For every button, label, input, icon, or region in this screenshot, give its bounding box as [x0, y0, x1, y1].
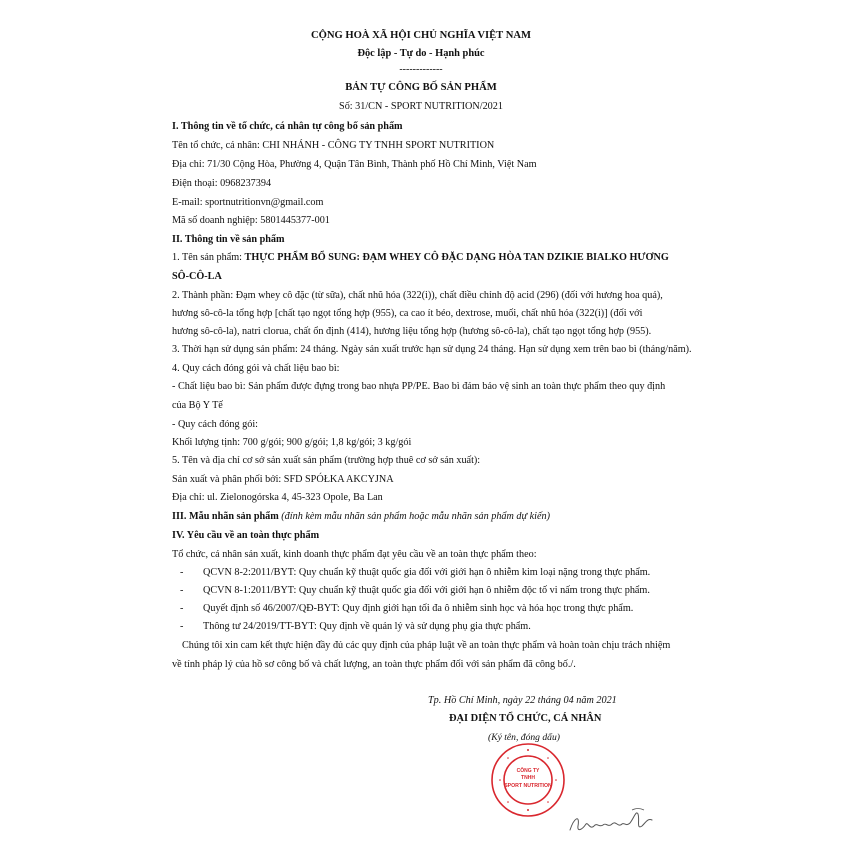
section4-intro: Tổ chức, cá nhân sản xuất, kinh doanh thực phẩm đạt yêu cầu về an toàn thực phẩm theo: [172, 549, 537, 560]
regulation-item: Quyết định số 46/2007/QĐ-BYT: Quy định giới hạn tối đa ô nhiễm sinh học và hóa học trong thực phẩm. [203, 603, 634, 614]
packaging-spec-label: - Quy cách đóng gói: [172, 419, 259, 430]
org-email: E-mail: sportnutritionvn@gmail.com [172, 197, 324, 208]
header-divider: ------------- [399, 64, 443, 75]
bullet-mark: - [180, 585, 184, 596]
org-tax-code: Mã số doanh nghiệp: 5801445377-001 [172, 215, 330, 226]
commitment-line1: Chúng tôi xin cam kết thực hiện đầy đủ các quy định của pháp luật về an toàn thực phẩm và hoàn toàn chịu trách nhiệm [182, 640, 671, 651]
section3-line [172, 510, 550, 523]
svg-text:SPORT NUTRITION: SPORT NUTRITION [504, 783, 552, 789]
section1-heading: I. Thông tin về tổ chức, cá nhân tự công bố sản phẩm [172, 121, 403, 132]
commitment-line2: về tính pháp lý của hồ sơ công bố và chất lượng, an toàn thực phẩm đối với sản phẩm đã công bố./. [172, 659, 576, 670]
country-header: CỘNG HOÀ XÃ HỘI CHỦ NGHĨA VIỆT NAM [310, 30, 532, 41]
section3-heading: III. Mẫu nhãn sản phẩm [172, 511, 279, 522]
packaging-material-line1: - Chất liệu bao bì: Sản phẩm được đựng trong bao nhựa PP/PE. Bao bì đảm bảo vệ sinh an toàn thực phẩm theo quy định [172, 381, 666, 392]
bullet-mark: - [180, 603, 184, 614]
company-stamp [488, 740, 568, 820]
net-weight: Khối lượng tịnh: 700 g/gói; 900 g/gói; 1,8 kg/gói; 3 kg/gói [172, 437, 412, 448]
org-name: Tên tổ chức, cá nhân: CHI NHÁNH - CÔNG TY TNHH SPORT NUTRITION [172, 140, 495, 151]
motto: Độc lập - Tự do - Hạnh phúc [357, 48, 485, 59]
document-title: BẢN TỰ CÔNG BỐ SẢN PHẨM [345, 82, 497, 93]
manufacturer-name: Sản xuất và phân phối bởi: SFD SPÓŁKA AKCYJNA [172, 474, 394, 485]
handwritten-signature [566, 800, 656, 840]
bullet-mark: - [180, 621, 184, 632]
section4-heading: IV. Yêu cầu về an toàn thực phẩm [172, 530, 320, 541]
regulation-item: QCVN 8-1:2011/BYT: Quy chuẩn kỹ thuật quốc gia đối với giới hạn ô nhiễm độc tố vi nấm trong thực phẩm. [203, 585, 650, 596]
manufacturer-address: Địa chỉ: ul. Zielonogórska 4, 45-323 Opole, Ba Lan [172, 492, 383, 503]
org-address: Địa chỉ: 71/30 Cộng Hòa, Phường 4, Quận Tân Bình, Thành phố Hồ Chí Minh, Việt Nam [172, 159, 537, 170]
product-name [172, 251, 669, 264]
svg-text:TNHH: TNHH [521, 775, 535, 781]
place-date: Tp. Hồ Chí Minh, ngày 22 tháng 04 năm 2021 [428, 695, 617, 706]
org-phone: Điện thoại: 0968237394 [172, 178, 272, 189]
section2-heading: II. Thông tin về sản phẩm [172, 234, 285, 245]
bullet-mark: - [180, 567, 184, 578]
packaging-title: 4. Quy cách đóng gói và chất liệu bao bì: [172, 363, 340, 374]
manufacturer-title: 5. Tên và địa chỉ cơ sở sản xuất sản phẩm (trường hợp thuê cơ sở sản xuất): [172, 455, 481, 466]
representative-title: ĐẠI DIỆN TỔ CHỨC, CÁ NHÂN [449, 713, 602, 724]
svg-text:CÔNG TY: CÔNG TY [516, 768, 540, 774]
ingredients-line1: 2. Thành phần: Đạm whey cô đặc (từ sữa), chất nhũ hóa (322(i)), chất điều chỉnh độ acid (296) (đối với hương hoa quả), [172, 290, 663, 301]
ingredients-line3: hương sô-cô-la), natri clorua, chất ổn định (414), hương liệu tổng hợp (hương sô-cô-la), chất tạo ngọt tổng hợp (955). [172, 326, 652, 337]
regulation-item: QCVN 8-2:2011/BYT: Quy chuẩn kỹ thuật quốc gia đối với giới hạn ô nhiễm kim loại nặng trong thực phẩm. [203, 567, 651, 578]
product-name-label: 1. Tên sản phẩm: [172, 252, 245, 263]
product-name-value: THỰC PHẨM BỔ SUNG: ĐẠM WHEY CÔ ĐẶC DẠNG HÒA TAN DZIKIE BIALKO HƯƠNG [244, 252, 669, 263]
section3-note: (đính kèm mẫu nhãn sản phẩm hoặc mẫu nhãn sản phẩm dự kiến) [278, 511, 550, 522]
product-name-line2: SÔ-CÔ-LA [172, 271, 222, 282]
regulation-item: Thông tư 24/2019/TT-BYT: Quy định về quản lý và sử dụng phụ gia thực phẩm. [203, 621, 531, 632]
shelf-life: 3. Thời hạn sử dụng sản phẩm: 24 tháng. Ngày sản xuất trước hạn sử dụng 24 tháng. Hạn sử dụng xem trên bao bì (tháng/năm). [172, 344, 692, 355]
ingredients-line2: hương sô-cô-la tổng hợp [chất tạo ngọt tổng hợp (955), ca cao ít béo, dextrose, muối, chất nhũ hóa (322(i)] (đối với [172, 308, 643, 319]
document-number: Số: 31/CN - SPORT NUTRITION/2021 [339, 101, 503, 112]
sign-instruction: (Ký tên, đóng dấu) [488, 732, 560, 743]
packaging-material-line2: của Bộ Y Tế [172, 400, 223, 411]
